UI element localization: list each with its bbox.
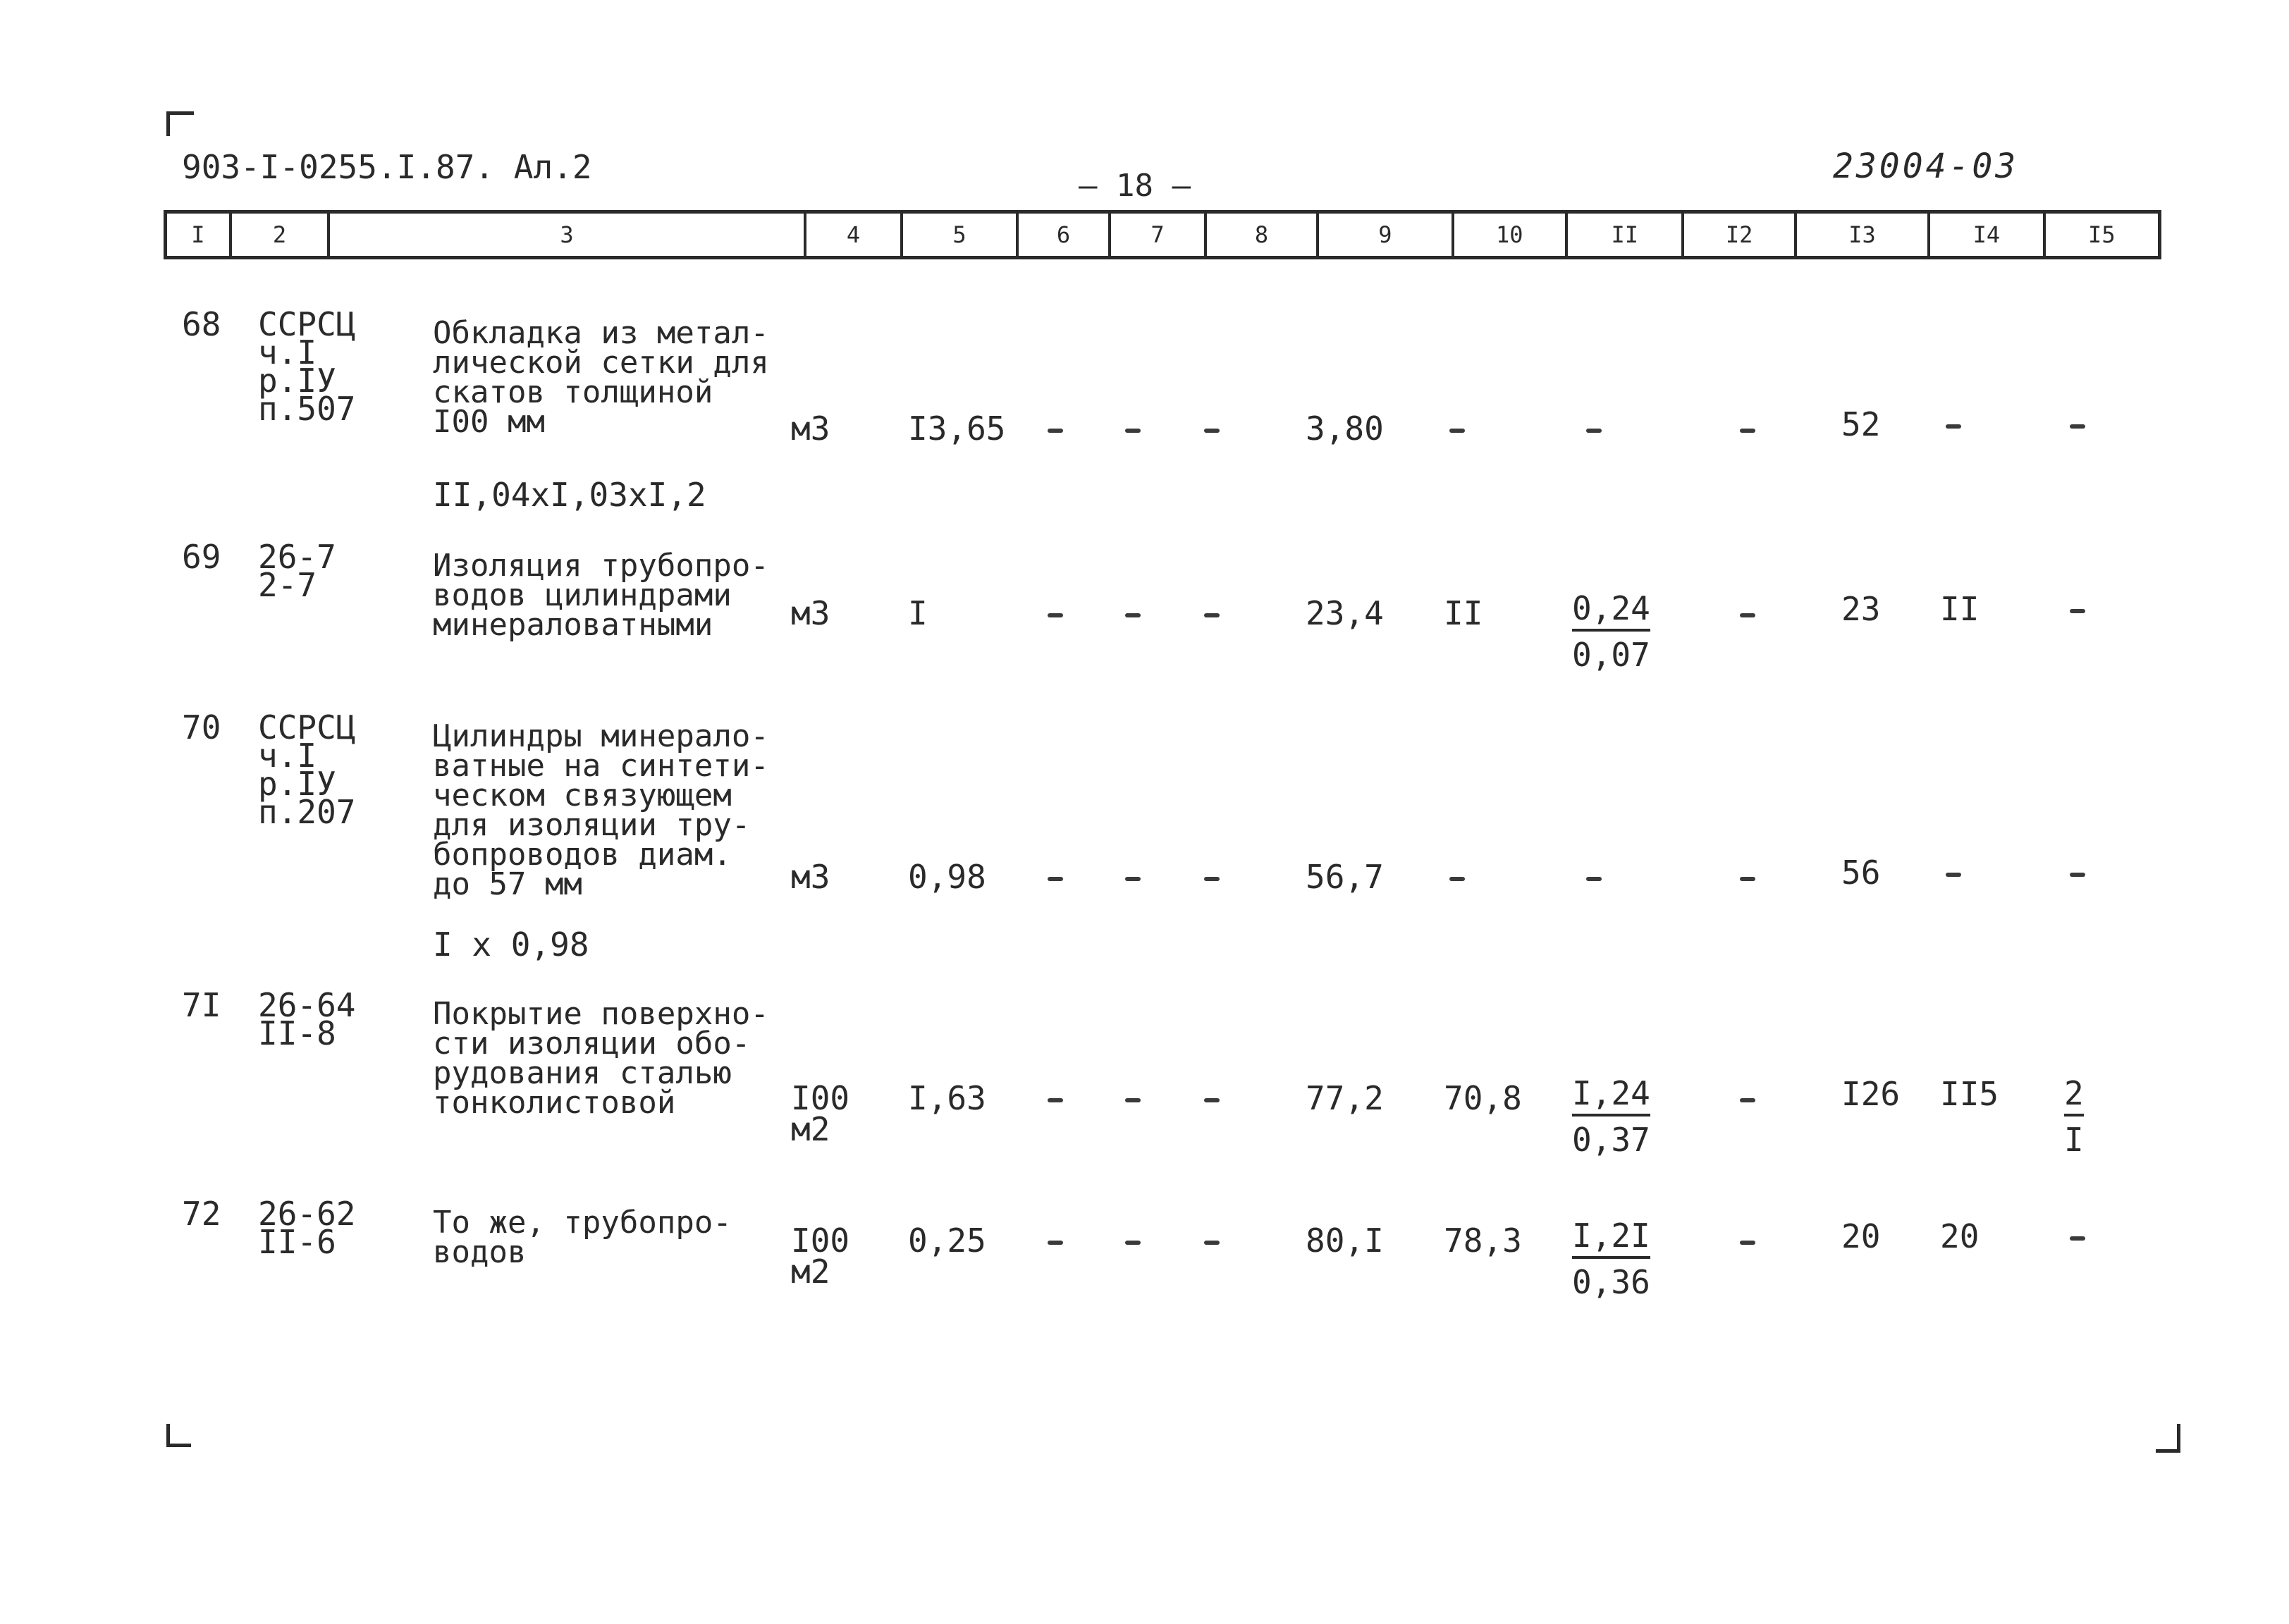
dash-mark	[1125, 1241, 1141, 1245]
norm-code-line: п.507	[258, 390, 356, 428]
dash-mark	[1125, 429, 1141, 433]
norm-code-line: п.207	[258, 793, 356, 831]
dash-mark	[1586, 429, 1602, 433]
quantity: 0,25	[908, 1222, 986, 1260]
dash-mark	[1946, 873, 1961, 877]
unit-of-measure: м3	[791, 858, 830, 896]
column-header-1: I	[167, 214, 232, 256]
cell-col-14: II5	[1940, 1075, 1999, 1113]
dash-mark	[1204, 1098, 1220, 1102]
quantity: I	[908, 594, 928, 632]
quantity: I3,65	[908, 410, 1006, 448]
column-header-5: 5	[903, 214, 1018, 256]
work-description-line: для изоляции тру-	[433, 807, 751, 843]
dash-mark	[1204, 613, 1220, 617]
work-description-line: сти изоляции обо-	[433, 1026, 751, 1062]
quantity-formula: I x 0,98	[433, 925, 589, 964]
unit-of-measure: м2	[791, 1110, 830, 1148]
fraction-denominator: 0,37	[1572, 1121, 1650, 1159]
work-description-line: лической сетки для	[433, 345, 769, 381]
row-number: 72	[182, 1195, 221, 1233]
work-description-line: рудования сталью	[433, 1055, 732, 1091]
dash-mark	[1740, 429, 1755, 433]
corner-mark-bottom-right	[2156, 1424, 2180, 1453]
norm-code-line: II-8	[258, 1014, 336, 1052]
cell-col-9: 23,4	[1306, 594, 1384, 632]
norm-code-line: 26-64	[258, 986, 356, 1024]
norm-code-line: ч.I	[258, 737, 317, 775]
dash-mark	[1586, 877, 1602, 881]
norm-code-line: ССРСЦ	[258, 708, 356, 746]
corner-mark-top-left	[166, 111, 194, 136]
work-description-line: I00 мм	[433, 404, 545, 440]
unit-of-measure: м3	[791, 410, 830, 448]
column-header-row	[164, 210, 2161, 259]
work-description-line: бопроводов диам.	[433, 837, 732, 873]
cell-col-13: 23	[1841, 590, 1881, 628]
work-description-line: водов цилиндрами	[433, 577, 732, 613]
cell-col-13: 56	[1841, 854, 1881, 892]
dash-mark	[1204, 1241, 1220, 1245]
column-header-4: 4	[806, 214, 904, 256]
column-header-13: I3	[1797, 214, 1930, 256]
dash-mark	[1449, 877, 1465, 881]
cell-col-10: 70,8	[1444, 1079, 1522, 1117]
cell-col-10: 78,3	[1444, 1222, 1522, 1260]
fraction-numerator: 2	[2064, 1077, 2084, 1116]
work-description-line: до 57 мм	[433, 866, 582, 902]
dash-mark	[1048, 877, 1063, 881]
column-header-7: 7	[1111, 214, 1207, 256]
dash-mark	[1125, 613, 1141, 617]
norm-code-line: ССРСЦ	[258, 305, 356, 343]
column-header-12: I2	[1684, 214, 1796, 256]
quantity: I,63	[908, 1079, 986, 1117]
dash-mark	[1740, 613, 1755, 617]
fraction-denominator: I	[2064, 1121, 2084, 1159]
work-description-line: Цилиндры минерало-	[433, 718, 769, 754]
work-description-line: минераловатными	[433, 607, 713, 643]
cell-col-9: 80,I	[1306, 1222, 1384, 1260]
cell-col-15-fraction	[2064, 1074, 2084, 1159]
dash-mark	[2070, 609, 2085, 613]
page-number: — 18 —	[1079, 168, 1191, 204]
dash-mark	[2070, 424, 2085, 429]
column-header-8: 8	[1207, 214, 1319, 256]
work-description-line: ватные на синтети-	[433, 748, 769, 784]
row-number: 70	[182, 708, 221, 746]
norm-code-line: 2-7	[258, 566, 317, 604]
dash-mark	[1125, 1098, 1141, 1102]
unit-of-measure: I00	[791, 1222, 850, 1260]
work-description-line: скатов толщиной	[433, 374, 713, 410]
work-description-line: То же, трубопро-	[433, 1205, 732, 1241]
norm-code-line: р.IУ	[258, 765, 336, 803]
dash-mark	[1048, 1098, 1063, 1102]
column-header-14: I4	[1930, 214, 2045, 256]
dash-mark	[1740, 877, 1755, 881]
document-number: 23004-03	[1833, 147, 2019, 186]
column-header-9: 9	[1319, 214, 1454, 256]
dash-mark	[2070, 1236, 2085, 1241]
column-header-10: 10	[1454, 214, 1568, 256]
column-header-11: II	[1568, 214, 1684, 256]
column-header-6: 6	[1019, 214, 1112, 256]
fraction-numerator: 0,24	[1572, 592, 1650, 632]
quantity-formula: II,04xI,03xI,2	[433, 476, 706, 514]
cell-col-10: II	[1444, 594, 1483, 632]
cell-col-14: II	[1940, 590, 1980, 628]
dash-mark	[1946, 424, 1961, 429]
cell-col-11-fraction	[1572, 589, 1650, 674]
dash-mark	[1048, 613, 1063, 617]
quantity: 0,98	[908, 858, 986, 896]
work-description-line: ческом связующем	[433, 777, 732, 813]
norm-code-line: 26-62	[258, 1195, 356, 1233]
work-description-line: Изоляция трубопро-	[433, 548, 769, 584]
cell-col-14: 20	[1940, 1217, 1980, 1255]
column-header-3: 3	[330, 214, 806, 256]
cell-col-9: 3,80	[1306, 410, 1384, 448]
norm-code-line: II-6	[258, 1223, 336, 1261]
dash-mark	[1048, 429, 1063, 433]
dash-mark	[1740, 1241, 1755, 1245]
norm-code-line: ч.I	[258, 333, 317, 371]
unit-of-measure: м3	[791, 594, 830, 632]
cell-col-11-fraction	[1572, 1074, 1650, 1159]
work-description-line: Покрытие поверхно-	[433, 996, 769, 1032]
dash-mark	[1449, 429, 1465, 433]
work-description-line: тонколистовой	[433, 1085, 676, 1121]
fraction-denominator: 0,36	[1572, 1263, 1650, 1301]
cell-col-13: I26	[1841, 1075, 1901, 1113]
fraction-numerator: I,24	[1572, 1077, 1650, 1116]
unit-of-measure: I00	[791, 1079, 850, 1117]
fraction-numerator: I,2I	[1572, 1219, 1650, 1259]
corner-mark-bottom-left	[166, 1424, 191, 1447]
document-code: 903-I-0255.I.87. Ал.2	[182, 148, 592, 186]
cell-col-9: 77,2	[1306, 1079, 1384, 1117]
norm-code-line: 26-7	[258, 538, 336, 576]
dash-mark	[1204, 429, 1220, 433]
column-header-2: 2	[232, 214, 331, 256]
dash-mark	[1048, 1241, 1063, 1245]
cell-col-9: 56,7	[1306, 858, 1384, 896]
row-number: 68	[182, 305, 221, 343]
dash-mark	[1740, 1098, 1755, 1102]
cell-col-13: 52	[1841, 405, 1881, 443]
dash-mark	[1125, 877, 1141, 881]
row-number: 7I	[182, 986, 221, 1024]
norm-code-line: р.IУ	[258, 362, 336, 400]
dash-mark	[2070, 873, 2085, 877]
row-number: 69	[182, 538, 221, 576]
work-description-line: водов	[433, 1234, 527, 1270]
column-header-15: I5	[2088, 221, 2116, 248]
dash-mark	[1204, 877, 1220, 881]
cell-col-13: 20	[1841, 1217, 1881, 1255]
fraction-denominator: 0,07	[1572, 636, 1650, 674]
work-description-line: Обкладка из метал-	[433, 315, 769, 351]
unit-of-measure: м2	[791, 1253, 830, 1291]
cell-col-11-fraction	[1572, 1217, 1650, 1301]
